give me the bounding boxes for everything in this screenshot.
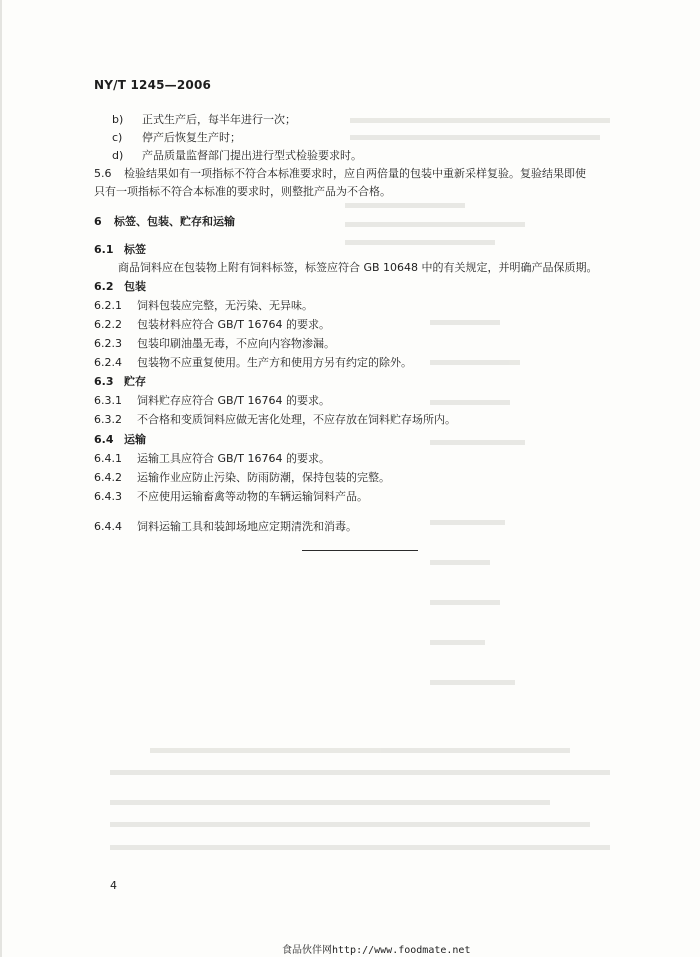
section-title: 标签、包装、贮存和运输: [114, 215, 235, 228]
subsection-title: 标签: [124, 243, 146, 256]
page-number: 4: [110, 879, 117, 892]
clause-5-6-continued: 只有一项指标不符合本标准的要求时，则整批产品为不合格。: [94, 185, 391, 198]
paragraph: 商品饲料应在包装物上附有饲料标签，标签应符合 GB 10648 中的有关规定，并明确产品保质期。: [118, 261, 598, 274]
clause-number: 5.6: [94, 167, 112, 180]
clause-number: 6.2.4: [94, 356, 122, 369]
clause-item: [94, 490, 368, 504]
clause-text: 包装材料应符合 GB/T 16764 的要求。: [137, 318, 330, 331]
list-mark: b): [112, 113, 124, 126]
clause-text: 饲料运输工具和装卸场地应定期清洗和消毒。: [137, 520, 357, 533]
clause-item: [94, 413, 456, 427]
clause-number: 6.2.3: [94, 337, 122, 350]
list-text: 正式生产后，每半年进行一次；: [142, 113, 296, 126]
clause-number: 6.4.2: [94, 471, 122, 484]
clause-item: [94, 318, 330, 332]
clause-text-line1: 检验结果如有一项指标不符合本标准要求时，应自两倍量的包装中重新采样复验。复验结果即使: [124, 167, 586, 180]
clause-item: [94, 337, 335, 351]
clause-item: [94, 520, 357, 534]
clause-item: [94, 452, 330, 466]
subsection-heading: [94, 375, 146, 389]
section-heading: [94, 215, 235, 229]
list-text: 停产后恢复生产时；: [142, 131, 241, 144]
subsection-number: 6.1: [94, 243, 114, 256]
clause-number: 6.4.1: [94, 452, 122, 465]
clause-text: 饲料贮存应符合 GB/T 16764 的要求。: [137, 394, 330, 407]
standard-code-header: NY/T 1245—2006: [94, 78, 212, 92]
clause-text: 运输工具应符合 GB/T 16764 的要求。: [137, 452, 330, 465]
clause-text: 包装印刷油墨无毒，不应向内容物渗漏。: [137, 337, 335, 350]
clause-text: 包装物不应重复使用。生产方和使用方另有约定的除外。: [137, 356, 412, 369]
clause-item: [94, 394, 330, 408]
clause-number: 6.2.1: [94, 299, 122, 312]
clause-text: 不合格和变质饲料应做无害化处理，不应存放在饲料贮存场所内。: [137, 413, 456, 426]
clause-number: 6.3.2: [94, 413, 122, 426]
subsection-number: 6.2: [94, 280, 114, 293]
clause-number: 6.2.2: [94, 318, 122, 331]
subsection-title: 包装: [124, 280, 146, 293]
subsection-title: 运输: [124, 433, 146, 446]
subsection-heading: [94, 243, 146, 257]
clause-item: [94, 356, 412, 370]
subsection-title: 贮存: [124, 375, 146, 388]
clause-number: 6.3.1: [94, 394, 122, 407]
end-rule: [302, 550, 418, 551]
section-number: 6: [94, 215, 102, 228]
footer-watermark: 食品伙伴网http://www.foodmate.net: [282, 945, 471, 956]
subsection-number: 6.3: [94, 375, 114, 388]
subsection-heading: [94, 280, 146, 294]
list-text: 产品质量监督部门提出进行型式检验要求时。: [142, 149, 362, 162]
clause-text: 运输作业应防止污染、防雨防潮，保持包装的完整。: [137, 471, 390, 484]
list-item: [112, 113, 296, 127]
list-mark: c): [112, 131, 123, 144]
page-edge-shadow: [0, 0, 2, 957]
clause-text: 饲料包装应完整，无污染、无异味。: [137, 299, 313, 312]
list-item: [112, 149, 362, 163]
list-mark: d): [112, 149, 124, 162]
list-item: [112, 131, 241, 145]
subsection-heading: [94, 433, 146, 447]
clause-text: 不应使用运输畜禽等动物的车辆运输饲料产品。: [137, 490, 368, 503]
clause-number: 6.4.3: [94, 490, 122, 503]
clause-item: [94, 299, 313, 313]
clause-5-6: [94, 167, 586, 181]
subsection-number: 6.4: [94, 433, 114, 446]
clause-item: [94, 471, 390, 485]
clause-number: 6.4.4: [94, 520, 122, 533]
